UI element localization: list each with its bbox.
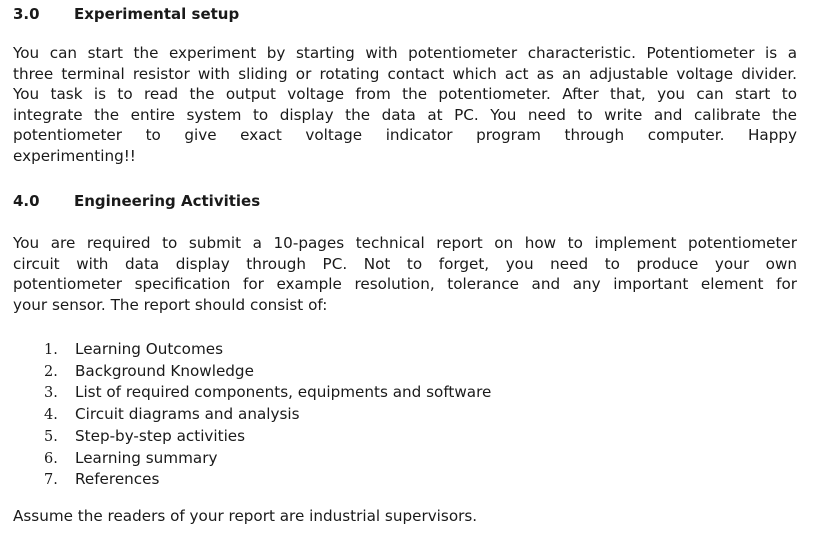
list-item-text: Learning Outcomes (75, 340, 223, 358)
list-item-index: 6. (44, 450, 58, 467)
list-item (44, 361, 491, 383)
section-3-heading (13, 5, 239, 23)
section-3-title: Experimental setup (74, 5, 240, 23)
paragraph-line: circuit with data display through PC. Not to forget, you need to produce your own (13, 254, 797, 273)
list-item-index: 4. (44, 407, 58, 424)
closing-sentence: Assume the readers of your report are industrial supervisors. (13, 507, 478, 525)
list-item-text: Background Knowledge (75, 361, 254, 380)
section-4-number: 4.0 (13, 192, 40, 210)
section-3-number: 3.0 (13, 5, 40, 23)
report-contents-list (44, 339, 491, 491)
list-item (44, 448, 491, 470)
paragraph-line: integrate the entire system to display the data at PC. You need to write and calibrate the (13, 105, 797, 124)
paragraph-line: You are required to submit a 10-pages technical report on how to implement potentiometer (13, 234, 797, 252)
list-item (44, 426, 491, 448)
section-4-paragraph (13, 233, 797, 315)
paragraph-line: potentiometer specification for example resolution, tolerance and any important element for (13, 275, 797, 294)
list-item-text: Learning summary (75, 448, 218, 467)
section-4-heading (13, 192, 260, 210)
list-item-text: Circuit diagrams and analysis (75, 405, 300, 424)
list-item-text: Step-by-step activities (75, 426, 246, 445)
list-item (44, 469, 491, 491)
paragraph-line: You can start the experiment by starting with potentiometer characteristic. Potentiometer is a (13, 44, 797, 62)
list-item-index: 1. (44, 342, 58, 358)
paragraph-line: experimenting!! (13, 146, 136, 165)
paragraph-line: You task is to read the output voltage from the potentiometer. After that, you can start to (13, 85, 797, 104)
list-item-index: 2. (44, 363, 58, 380)
list-item-index: 7. (44, 472, 58, 489)
list-item-index: 5. (44, 428, 58, 445)
paragraph-line: three terminal resistor with sliding or rotating contact which act as an adjustable voltage divider. (13, 64, 797, 83)
list-item-text: List of required components, equipments and software (75, 383, 492, 402)
list-item-index: 3. (44, 385, 58, 402)
list-item (44, 382, 491, 404)
section-3-paragraph (13, 43, 797, 167)
paragraph-line: your sensor. The report should consist of: (13, 295, 328, 314)
section-4-title: Engineering Activities (74, 192, 261, 210)
list-item-text: References (75, 470, 160, 489)
list-item (44, 339, 491, 361)
paragraph-line: potentiometer to give exact voltage indicator program through computer. Happy (13, 126, 797, 145)
list-item (44, 404, 491, 426)
